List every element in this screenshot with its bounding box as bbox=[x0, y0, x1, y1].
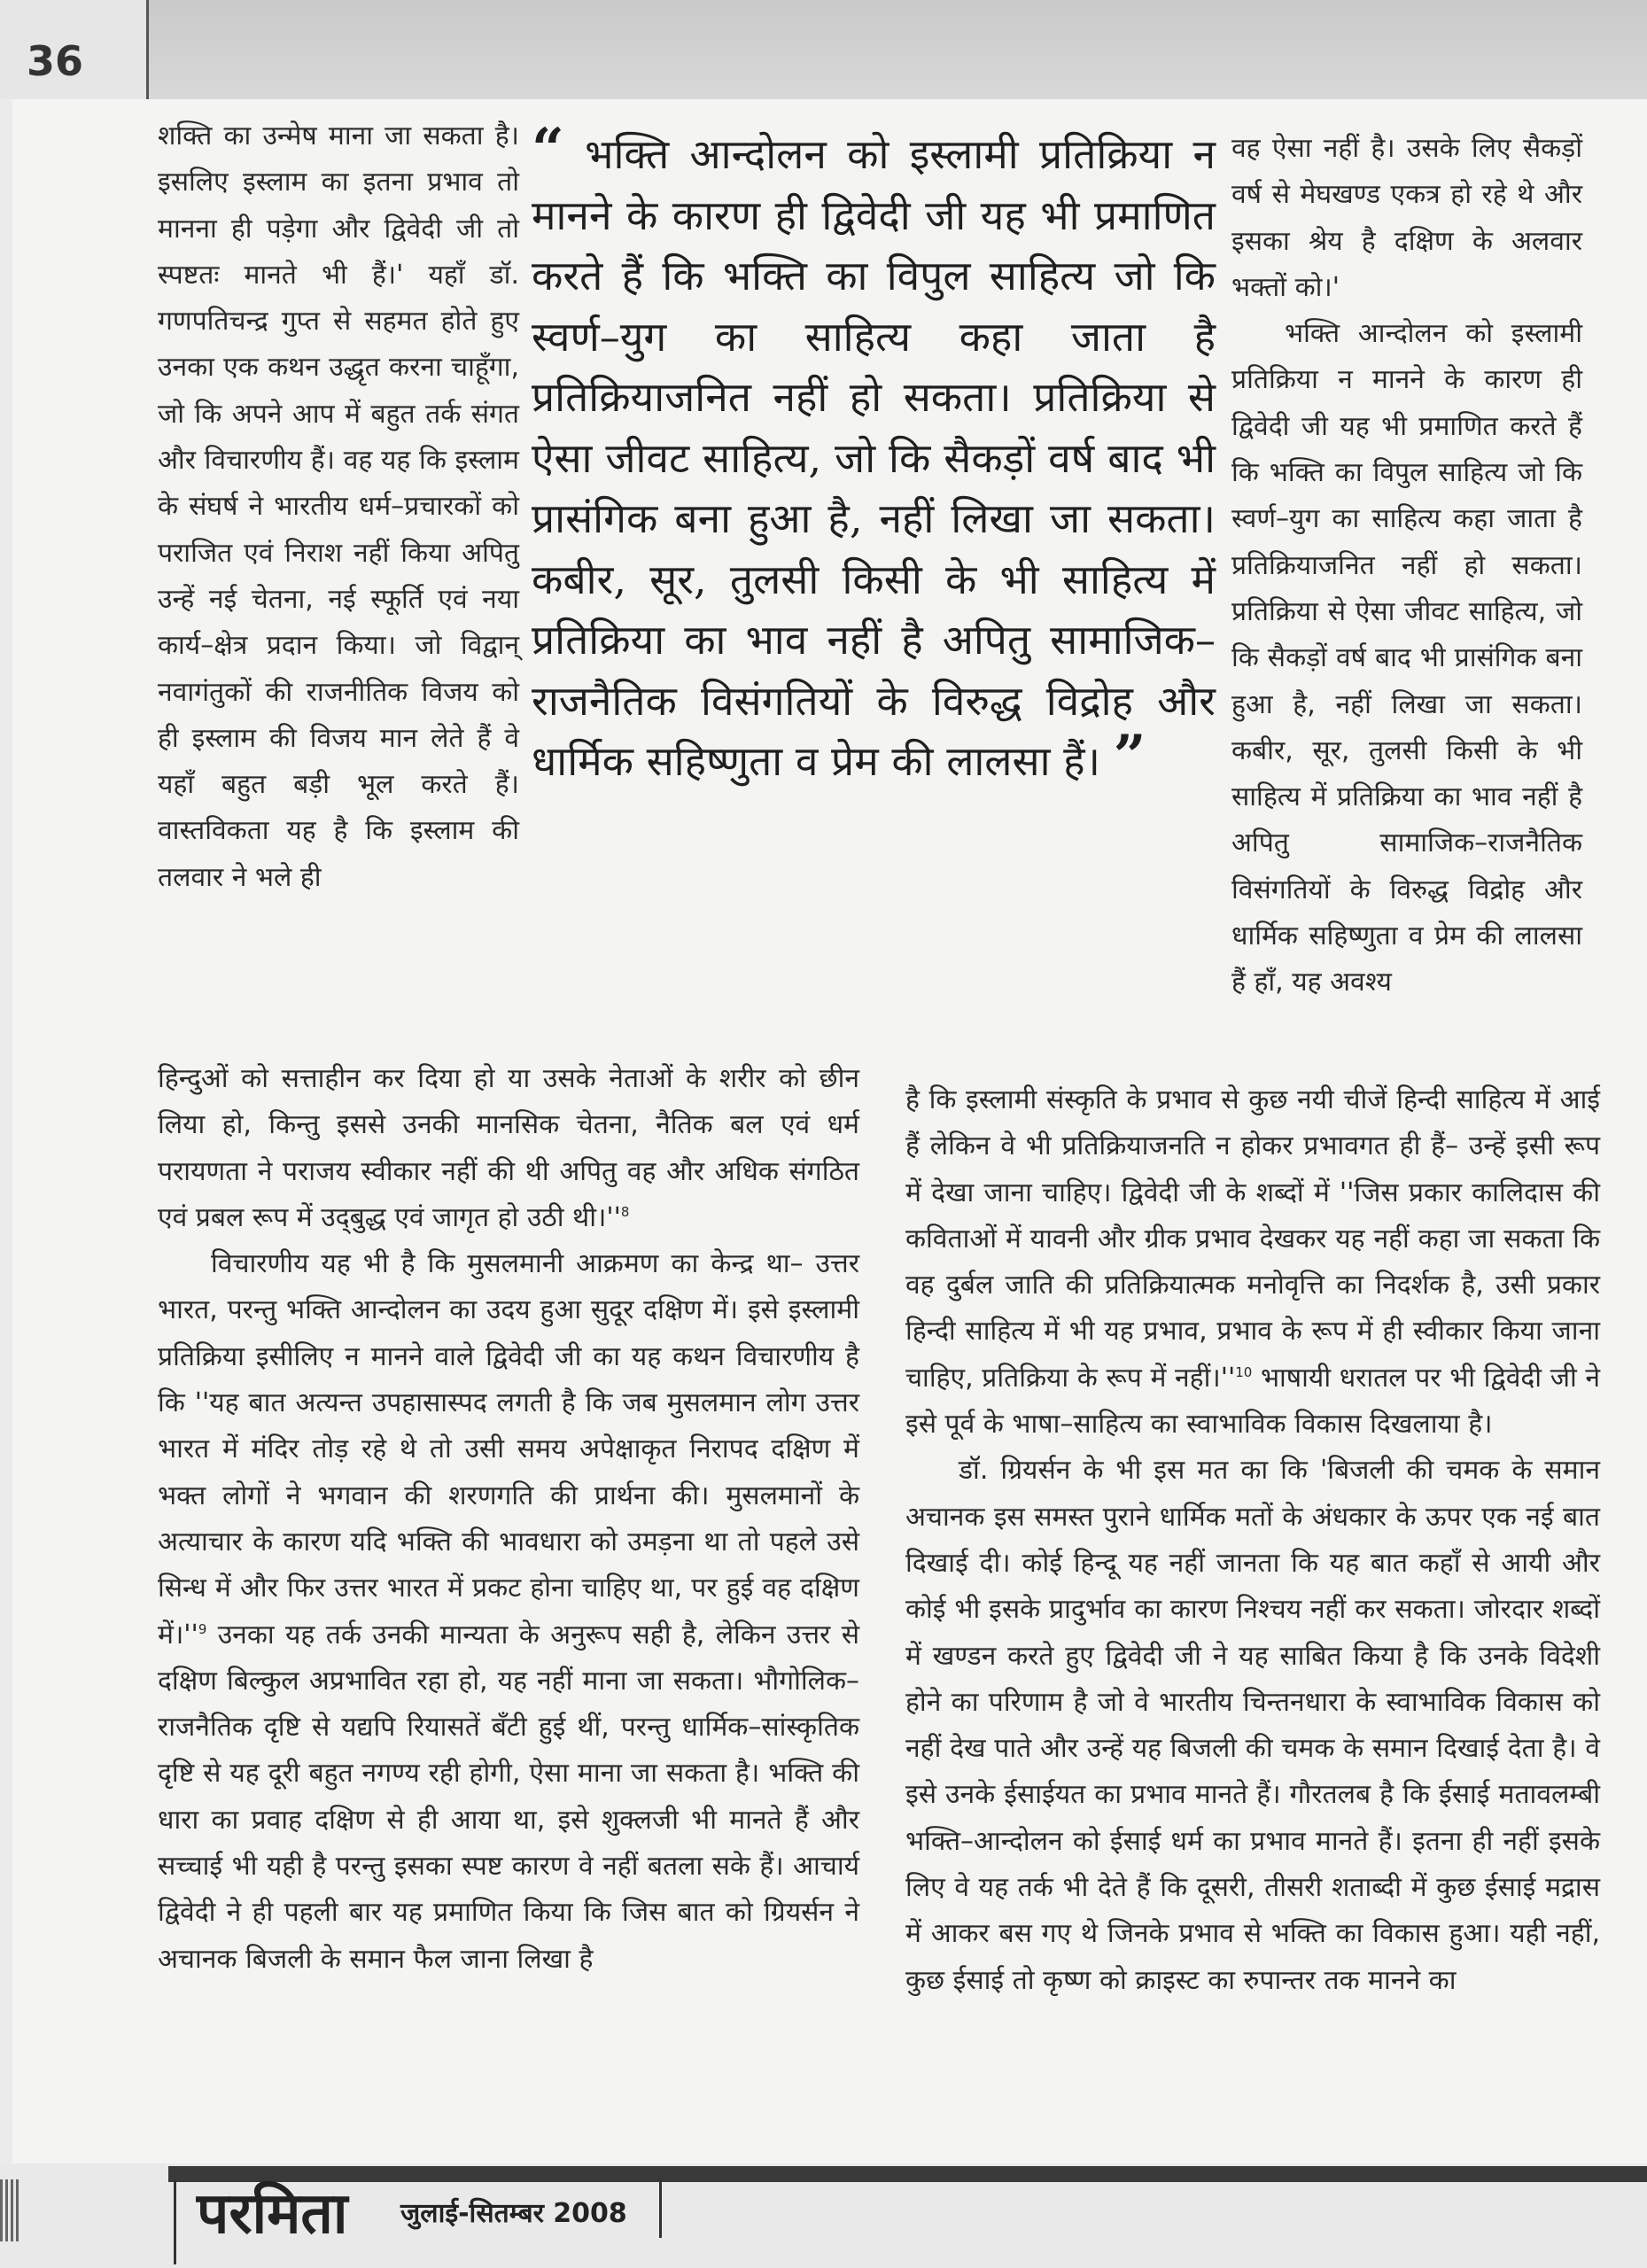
bottom-right-text-1a: है कि इस्लामी संस्कृति के प्रभाव से कुछ नयी चीजें हिन्दी साहित्य में आई हैं लेकिन वे भी प्रतिक्रियाजनति न होकर प्रभावगत ही हैं– उन्हें इसी रूप में देखा जाना चाहिए। द्विवेदी जी के शब्दों में ''जिस प्रकार कालिदास की कविताओं में यावनी और ग्रीक प्रभाव देखकर यह नहीं कहा जा सकता कि वह दुर्बल जाति की प्रतिक्रियात्मक मनोवृत्ति का निदर्शक है, उसी प्रकार हिन्दी साहित्य में भी यह प्रभाव, प्रभाव के रूप में ही स्वीकार किया जाना चाहिए, प्रतिक्रिया के रूप में नहीं।'' bbox=[905, 1084, 1600, 1394]
bottom-right-paragraph-1 bbox=[905, 1077, 1600, 1448]
bottom-right-paragraph-2: डॉ. ग्रियर्सन के भी इस मत का कि 'बिजली की चमक के समान अचानक इस समस्त पुराने धार्मिक मतों के अंधकार के ऊपर एक नई बात दिखाई दी। कोई हिन्दू यह नहीं जानता कि यह बात कहाँ से आयी और कोई भी इसके प्रादुर्भाव का कारण निश्चय नहीं कर सकता। जोरदार शब्दों में खण्डन करते हुए द्विवेदी जी ने यह साबित किया है कि उनके विदेशी होने का परिणाम है जो वे भारतीय चिन्तनधारा के स्वाभाविक विकास को नहीं देख पाते और उन्हें यह बिजली की चमक के समान दिखाई देता है। वे इसे उनके ईसाईयत का प्रभाव मानते हैं। गौरतलब है कि ईसाई मतावलम्बी भक्ति–आन्दोलन को ईसाई धर्म का प्रभाव मानते हैं। इतना ही नहीं इसके लिए वे यह तर्क भी देते हैं कि दूसरी, तीसरी शताब्दी में कुछ ईसाई मद्रास में आकर बस गए थे जिनके प्रभाव से भक्ति का विकास हुआ। यही नहीं, कुछ ईसाई तो कृष्ण को क्राइस्ट का रुपान्तर तक मानने का bbox=[905, 1455, 1600, 1996]
footer-brand-divider bbox=[174, 2179, 176, 2264]
footer-issue-divider bbox=[659, 2179, 662, 2238]
quote-close-mark: ” bbox=[1113, 723, 1146, 789]
pull-quote-text: भक्ति आन्दोलन को इस्लामी प्रतिक्रिया न मानने के कारण ही द्विवेदी जी यह भी प्रमाणित करते हैं कि भक्ति का विपुल साहित्य जो कि स्वर्ण–युग का साहित्य कहा जाता है प्रतिक्रियाजनित नहीं हो सकता। प्रतिक्रिया से ऐसा जीवट साहित्य, जो कि सैकड़ों वर्ष बाद भी प्रासंगिक बना हुआ है, नहीं लिखा जा सकता। कबीर, सूर, तुलसी किसी के भी साहित्य में प्रतिक्रिया का भाव नहीं है अपितु सामाजिक–राजनैतिक विसंगतियों के विरुद्ध विद्रोह और धार्मिक सहिष्णुता व प्रेम की लालसा हैं। bbox=[532, 130, 1216, 785]
quote-open-mark: “ bbox=[532, 116, 564, 183]
page-number-box bbox=[0, 0, 149, 99]
bottom-left-paragraph-1 bbox=[158, 1056, 859, 1241]
bottom-left-text-2b: उनका यह तर्क उनकी मान्यता के अनुरूप सही है, लेकिन उत्तर से दक्षिण बिल्कुल अप्रभावित रहा हो, यह नहीं माना जा सकता। भौगोलिक–राजनैतिक दृष्टि से यद्यपि रियासतें बँटी हुई थीं, परन्तु धार्मिक–सांस्कृतिक दृष्टि से यह दूरी बहुत नगण्य रही होगी, ऐसा माना जा सकता है। भक्ति की धारा का प्रवाह दक्षिण से ही आया था, इसे शुक्लजी भी मानते हैं और सच्चाई भी यही है परन्तु इसका स्पष्ट कारण वे नहीं बतला सके हैं। आचार्य द्विवेदी ने ही पहली बार यह प्रमाणित किया कि जिस बात को ग्रियर्सन ने अचानक बिजली के समान फैल जाना लिखा है bbox=[158, 1619, 859, 1975]
right-column-paragraph-2: भक्ति आन्दोलन को इस्लामी प्रतिक्रिया न मानने के कारण ही द्विवेदी जी यह भी प्रमाणित करते हैं कि भक्ति का विपुल साहित्य जो कि स्वर्ण–युग का साहित्य कहा जाता है प्रतिक्रियाजनित नहीं हो सकता। प्रतिक्रिया से ऐसा जीवट साहित्य, जो कि सैकड़ों वर्ष बाद भी प्रासंगिक बना हुआ है, नहीं लिखा जा सकता। कबीर, सूर, तुलसी किसी के भी साहित्य में प्रतिक्रिया का भाव नहीं है अपितु सामाजिक–राजनैतिक विसंगतियों के विरुद्ध विद्रोह और धार्मिक सहिष्णुता व प्रेम की लालसा हैं हाँ, यह अवश्य bbox=[1231, 318, 1582, 998]
magazine-brand: परमिता bbox=[197, 2180, 348, 2247]
right-column-paragraph-1: वह ऐसा नहीं है। उसके लिए सैकड़ों वर्ष से मेघखण्ड एकत्र हो रहे थे और इसका श्रेय है दक्षिण के अलवार भक्तों को।' bbox=[1231, 133, 1582, 303]
edge-strip bbox=[0, 2179, 19, 2241]
footnote-ref-10: 10 bbox=[1235, 1363, 1253, 1380]
bottom-left-text-1: हिन्दुओं को सत्ताहीन कर दिया हो या उसके नेताओं के शरीर को छीन लिया हो, किन्तु इससे उनकी मानसिक चेतना, नैतिक बल एवं धर्म परायणता ने पराजय स्वीकार नहीं की थी अपितु वह और अधिक संगठित एवं प्रबल रूप में उद्‌बुद्ध एवं जागृत हो उठी थी।'' bbox=[158, 1063, 859, 1233]
bottom-right-column bbox=[905, 1077, 1600, 2004]
header-band bbox=[0, 0, 1647, 99]
bottom-left-text-2a: विचारणीय यह भी है कि मुसलमानी आक्रमण का केन्द्र था– उत्तर भारत, परन्तु भक्ति आन्दोलन का उदय हुआ सुदूर दक्षिण में। इसे इस्लामी प्रतिक्रिया इसीलिए न मानने वाले द्विवेदी जी का यह कथन विचारणीय है कि ''यह बात अत्यन्त उपहासास्पद लगती है कि जब मुसलमान लोग उत्तर भारत में मंदिर तोड़ रहे थे तो उसी समय अपेक्षाकृत निरापद दक्षिण में भक्त लोगों ने भगवान की शरणगति की प्रार्थना की। मुसलमानों के अत्याचार के कारण यदि भक्ति की भावधारा को उमड़ना था तो पहले उसे सिन्ध में और फिर उत्तर भारत में प्रकट होना चाहिए था, पर हुई वह दक्षिण में।'' bbox=[158, 1248, 859, 1651]
footnote-ref-9: 9 bbox=[198, 1620, 207, 1637]
footer-rule bbox=[168, 2166, 1647, 2182]
bottom-left-column bbox=[158, 1056, 859, 1983]
page-number: 36 bbox=[27, 37, 84, 85]
footnote-ref-8: 8 bbox=[620, 1203, 630, 1220]
issue-date: जुलाई-सितम्बर 2008 bbox=[400, 2198, 627, 2229]
bottom-right-text-1b: भाषायी धरातल पर भी द्विवेदी जी ने इसे पूर्व के भाषा–साहित्य का स्वाभाविक विकास दिखलाया है। bbox=[905, 1362, 1601, 1441]
right-column bbox=[1231, 126, 1582, 1006]
bottom-left-paragraph-2 bbox=[158, 1241, 859, 1983]
pull-quote bbox=[532, 116, 1216, 792]
left-column-paragraph: शक्ति का उन्मेष माना जा सकता है। इसलिए इस्लाम का इतना प्रभाव तो मानना ही पड़ेगा और द्विवेदी जी तो स्पष्टतः मानते भी हैं।' यहाँ डॉ. गणपतिचन्द्र गुप्त से सहमत होते हुए उनका एक कथन उद्धृत करना चाहूँगा, जो कि अपने आप में बहुत तर्क संगत और विचारणीय हैं। वह यह कि इस्लाम के संघर्ष ने भारतीय धर्म–प्रचारकों को पराजित एवं निराश नहीं किया अपितु उन्हें नई चेतना, नई स्फूर्ति एवं नया कार्य–क्षेत्र प्रदान किया। जो विद्वान् नवागंतुकों की राजनीतिक विजय को ही इस्लाम की विजय मान लेते हैं वे यहाँ बहुत बड़ी भूल करते हैं। वास्तविकता यह है कि इस्लाम की तलवार ने भले ही bbox=[158, 120, 519, 893]
left-column bbox=[158, 113, 519, 901]
